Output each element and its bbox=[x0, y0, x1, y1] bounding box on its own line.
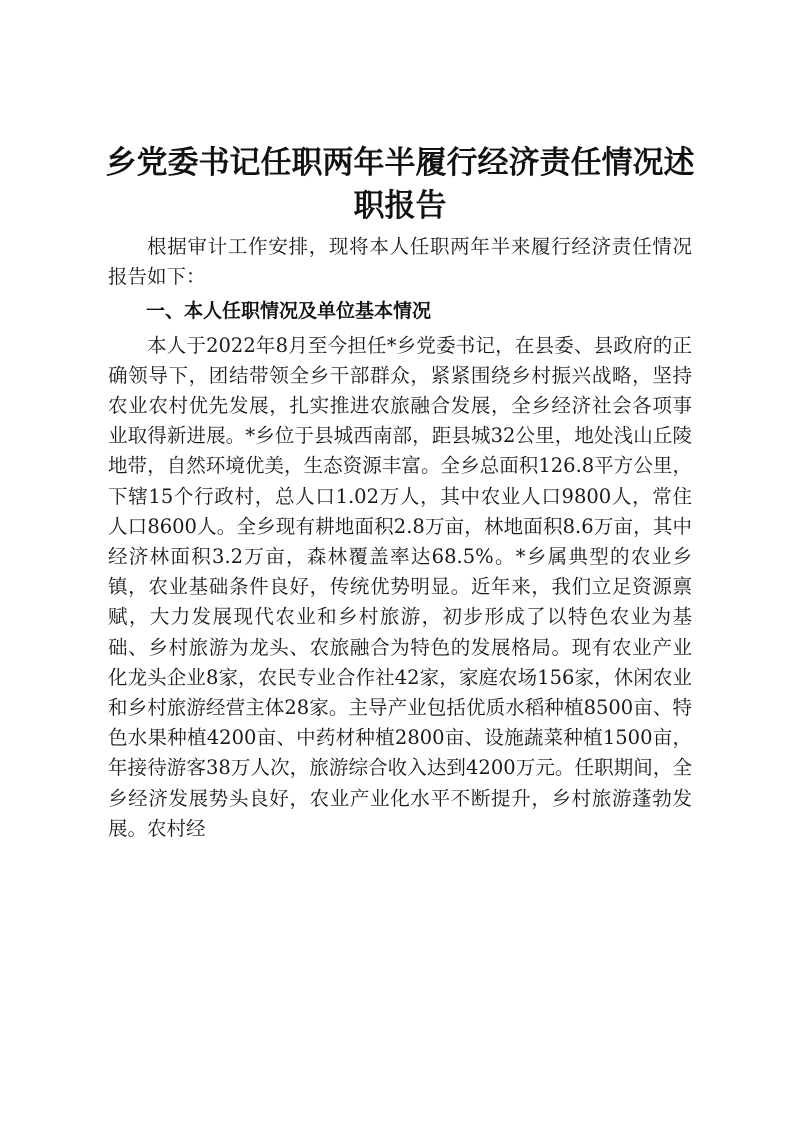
intro-paragraph: 根据审计工作安排，现将本人任职两年半来履行经济责任情况报告如下： bbox=[108, 235, 692, 289]
section-heading: 一、本人任职情况及单位基本情况 bbox=[146, 300, 432, 323]
section-body-paragraph: 本人于2022年8月至今担任*乡党委书记，在县委、县政府的正确领导下，团结带领全乡干部群众，紧紧围绕乡村振兴战略，坚持农业农村优先发展，扎实推进农旅融合发展，全乡经济社会各项事业取得新进展。*乡位于县城西南部，距县城32公里，地处浅山丘陵地带，自然环境优美，生态资源丰富。全乡总面积126.8平方公里，下辖15个行政村，总人口1.02万人，其中农业人口9800人，常住人口8600人。全乡现有耕地面积2.8万亩，林地面积8.6万亩，其中经济林面积3.2万亩，森林覆盖率达68.5%。*乡属典型的农业乡镇，农业基础条件良好，传统优势明显。近年来，我们立足资源禀赋，大力发展现代农业和乡村旅游，初步形成了以特色农业为基础、乡村旅游为龙头、农旅融合为特色的发展格局。现有农业产业化龙头企业8家，农民专业合作社42家，家庭农场156家，休闲农业和乡村旅游经营主体28家。主导产业包括优质水稻种植8500亩、特色水果种植4200亩、中药材种植2800亩、设施蔬菜种植1500亩，年接待游客38万人次，旅游综合收入达到4200万元。任职期间，全乡经济发展势头良好，农业产业化水平不断提升，乡村旅游蓬勃发展。农村经 bbox=[108, 333, 692, 840]
document-body bbox=[108, 232, 692, 846]
document-title: 乡党委书记任职两年半履行经济责任情况述职报告 bbox=[105, 145, 695, 224]
